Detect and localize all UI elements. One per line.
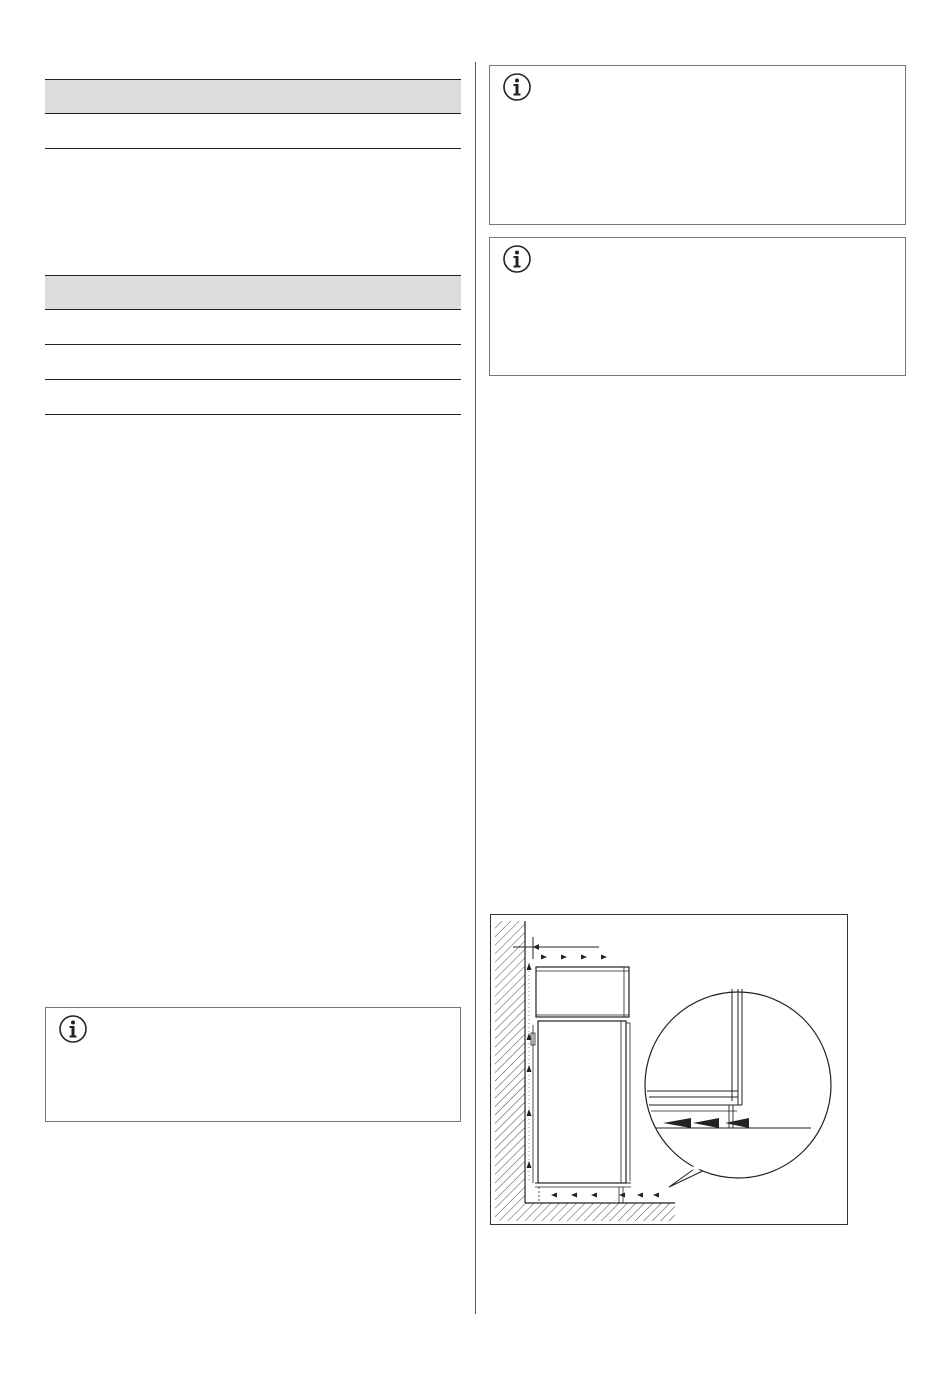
info-icon xyxy=(502,244,532,274)
info-note-right-bottom xyxy=(489,237,906,376)
table-1 xyxy=(45,79,461,149)
table-row xyxy=(45,345,461,380)
ventilation-diagram-icon xyxy=(491,915,847,1224)
table-1-header xyxy=(45,79,461,114)
wall xyxy=(495,921,525,1221)
column-divider xyxy=(475,62,476,1314)
info-note-right-top xyxy=(489,65,906,225)
info-icon xyxy=(58,1014,88,1044)
appliance xyxy=(538,1021,626,1183)
info-note-left xyxy=(45,1007,461,1122)
table-row xyxy=(45,310,461,345)
table-row xyxy=(45,380,461,415)
table-row xyxy=(45,114,461,149)
info-icon xyxy=(502,72,532,102)
table-2 xyxy=(45,275,461,415)
floor xyxy=(525,1203,675,1221)
upper-cabinet xyxy=(536,967,629,1017)
ventilation-figure xyxy=(490,914,848,1225)
table-2-header xyxy=(45,275,461,310)
